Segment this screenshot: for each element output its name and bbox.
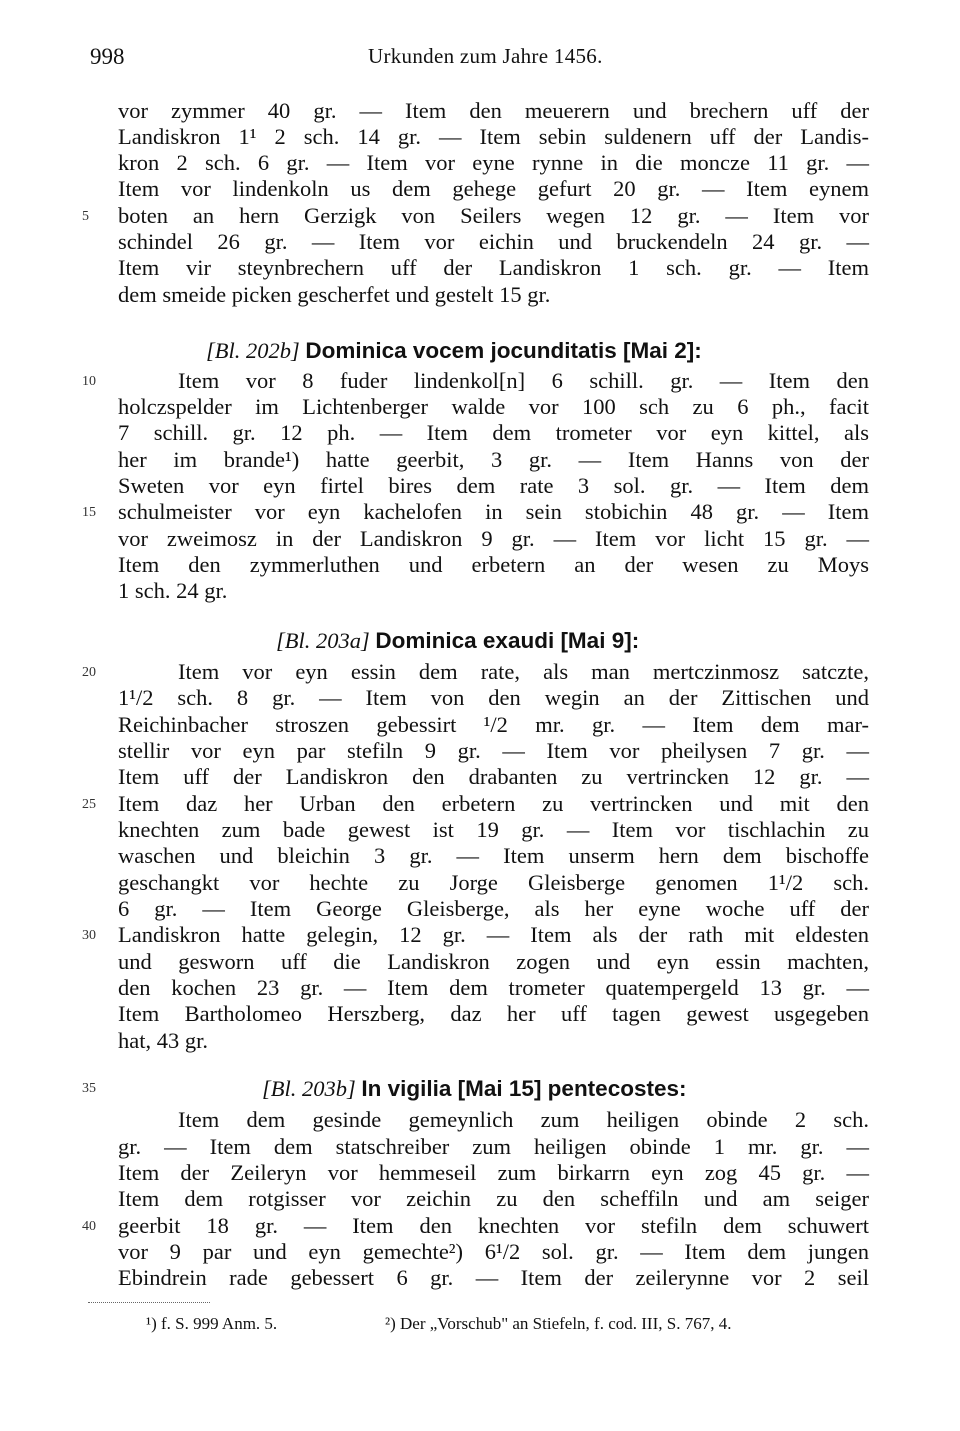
text-line: Item vor lindenkoln us dem gehege gefurt 20 gr. — Item eynem (118, 176, 869, 201)
text-line: Item uff der Landiskron den drabanten zu vertrincken 12 gr. — (118, 764, 869, 789)
text-line: holczspelder im Lichtenberger walde vor 100 sch zu 6 ph., facit (118, 394, 869, 419)
text-line: vor zweimosz in der Landiskron 9 gr. — Item vor licht 15 gr. — (118, 526, 869, 551)
text-line: gr. — Item dem statschreiber zum heiligen obinde 1 mr. gr. — (118, 1134, 869, 1159)
margin-line-number: 25 (82, 797, 96, 812)
text-line: Item dem rotgisser vor zeichin zu den scheffiln und am seiger (118, 1186, 869, 1211)
text-line: Ebindrein rade gebessert 6 gr. — Item der zeilerynne vor 2 seil (118, 1265, 869, 1290)
footnote: ²) Der „Vorschub" an Stiefeln, f. cod. III, S. 767, 4. (385, 1314, 732, 1333)
margin-line-number: 10 (82, 374, 96, 389)
text-line: 7 schill. gr. 12 ph. — Item dem trometer vor eyn kittel, als (118, 420, 869, 445)
footnote: ¹) f. S. 999 Anm. 5. (146, 1314, 278, 1333)
text-line: Item den zymmerluthen und erbetern an der wesen zu Moys (118, 552, 869, 577)
text-line: 6 gr. — Item George Gleisberge, als her eyne woche uff der (118, 896, 869, 921)
margin-line-number: 20 (82, 665, 96, 680)
text-line: vor 9 par und eyn gemechte²) 6¹/2 sol. gr. — Item dem jungen (118, 1239, 869, 1264)
text-line: knechten zum bade gewest ist 19 gr. — Item vor tischlachin zu (118, 817, 869, 842)
running-head: Urkunden zum Jahre 1456. (368, 44, 603, 68)
text-line: Reichinbacher stroszen gebessirt ¹/2 mr. gr. — Item dem mar- (118, 712, 869, 737)
text-line: kron 2 sch. 6 gr. — Item vor eyne rynne in die moncze 11 gr. — (118, 150, 869, 175)
text-line: hat, 43 gr. (118, 1028, 208, 1053)
text-line: 1 sch. 24 gr. (118, 578, 228, 603)
text-line: und gesworn uff die Landiskron zogen und eyn essin machten, (118, 949, 869, 974)
text-line: Landiskron hatte gelegin, 12 gr. — Item als der rath mit eldesten (118, 922, 869, 947)
text-line: den kochen 23 gr. — Item dem trometer quatempergeld 13 gr. — (118, 975, 869, 1000)
footnote-rule (88, 1302, 210, 1303)
text-line: schulmeister vor eyn kachelofen in sein stobichin 48 gr. — Item (118, 499, 869, 524)
margin-line-number: 30 (82, 928, 96, 943)
section-title: In vigilia [Mai 15] pentecostes: (361, 1076, 687, 1101)
text-line: geschangkt vor hechte zu Jorge Gleisberge genomen 1¹/2 sch. (118, 870, 869, 895)
text-line: Landiskron 1¹ 2 sch. 14 gr. — Item sebin suldenern uff der Landis- (118, 124, 869, 149)
section-heading (0, 1075, 960, 1103)
text-line: Item daz her Urban den erbetern zu vertrincken und mit den (118, 791, 869, 816)
margin-line-number: 15 (82, 505, 96, 520)
margin-line-number: 40 (82, 1219, 96, 1234)
text-line: schindel 26 gr. — Item vor eichin und bruckendeln 24 gr. — (118, 229, 869, 254)
folio-reference: [Bl. 203b] (262, 1076, 356, 1101)
text-line: Item dem gesinde gemeynlich zum heiligen obinde 2 sch. (178, 1107, 869, 1132)
section-heading (0, 337, 960, 365)
text-line: Item Bartholomeo Herszberg, daz her uff tagen gewest usgegeben (118, 1001, 869, 1026)
folio-reference: [Bl. 203a] (276, 628, 370, 653)
text-line: vor zymmer 40 gr. — Item den meuerern und brechern uff der (118, 98, 869, 123)
text-line: geerbit 18 gr. — Item den knechten vor stefiln dem schuwert (118, 1213, 869, 1238)
text-line: her im brande¹) hatte geerbit, 3 gr. — Item Hanns von der (118, 447, 869, 472)
text-line: waschen und bleichin 3 gr. — Item unserm hern dem bischoffe (118, 843, 869, 868)
text-line: boten an hern Gerzigk von Seilers wegen 12 gr. — Item vor (118, 203, 869, 228)
section-heading (0, 627, 960, 655)
text-line: 1¹/2 sch. 8 gr. — Item von den wegin an der Zittischen und (118, 685, 869, 710)
margin-line-number: 35 (82, 1081, 96, 1096)
section-title: Dominica exaudi [Mai 9]: (375, 628, 640, 653)
text-line: Item vor eyn essin dem rate, als man mertczinmosz satczte, (178, 659, 869, 684)
section-title: Dominica vocem jocunditatis [Mai 2]: (305, 338, 702, 363)
text-line: dem smeide picken gescherfet und gestelt 15 gr. (118, 282, 551, 307)
text-line: stellir vor eyn par stefiln 9 gr. — Item vor pheilysen 7 gr. — (118, 738, 869, 763)
margin-line-number: 5 (82, 209, 89, 224)
text-line: Item vor 8 fuder lindenkol[n] 6 schill. gr. — Item den (178, 368, 869, 393)
page-number: 998 (90, 44, 125, 69)
text-line: Sweten vor eyn firtel bires dem rate 3 sol. gr. — Item dem (118, 473, 869, 498)
folio-reference: [Bl. 202b] (206, 338, 300, 363)
text-line: Item der Zeileryn vor hemmeseil zum birkarrn eyn zog 45 gr. — (118, 1160, 869, 1185)
text-line: Item vir steynbrechern uff der Landiskron 1 sch. gr. — Item (118, 255, 869, 280)
